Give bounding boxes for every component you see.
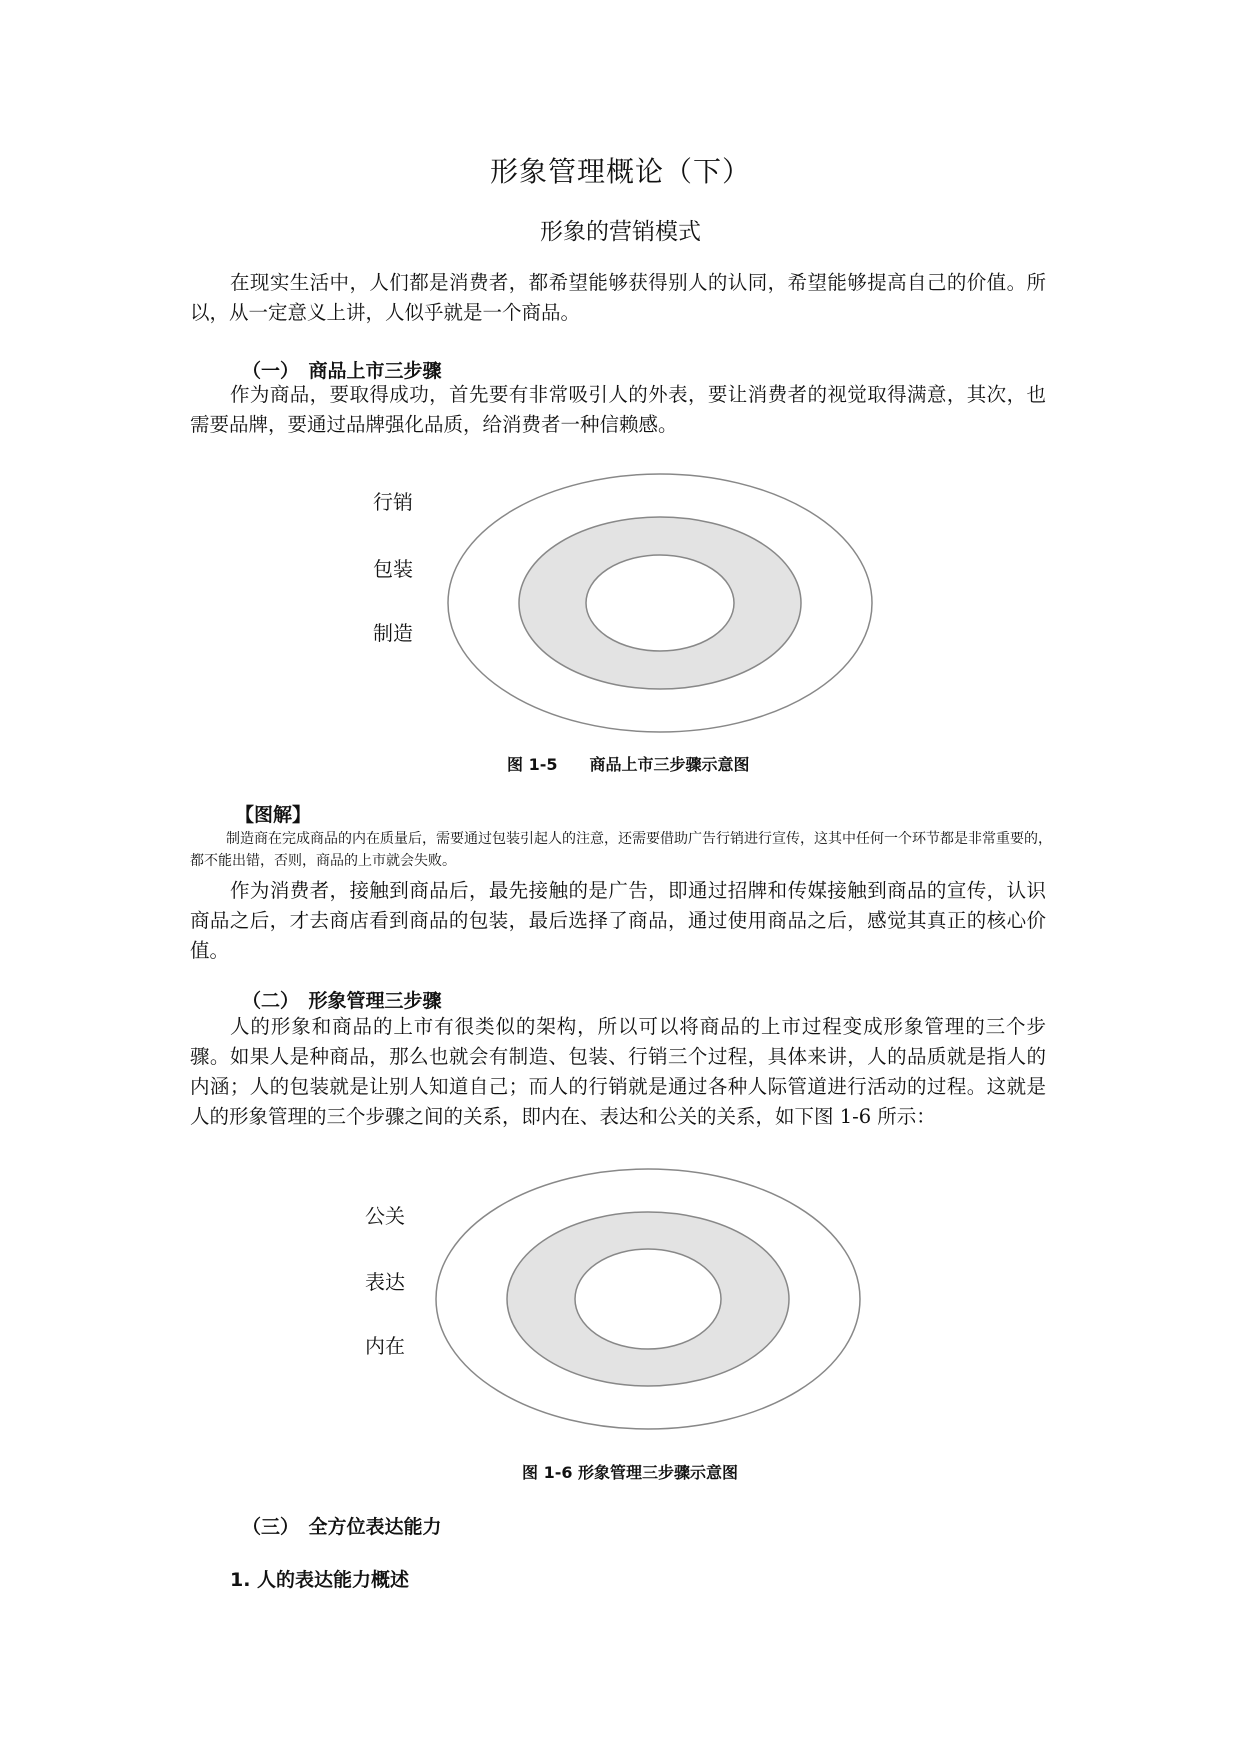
section1-paragraph-2: 作为消费者，接触到商品后，最先接触的是广告，即通过招牌和传媒接触到商品的宣传，认识商品之后，才去商店看到商品的包装，最后选择了商品，通过使用商品之后，感觉其真正的核心价值。 — [190, 879, 1046, 962]
intro-paragraph: 在现实生活中，人们都是消费者，都希望能够获得别人的认同，希望能够提高自己的价值。所以，从一定意义上讲，人似乎就是一个商品。 — [190, 271, 1046, 324]
figure-1-6-label-expression: 表达 — [365, 1270, 405, 1294]
figure-1-5-label-marketing: 行销 — [373, 490, 413, 514]
figure-1-5-caption: 图 1-5 商品上市三步骤示意图 — [507, 755, 750, 774]
figure-1-5-diagram — [440, 468, 880, 738]
page-subtitle: 形象的营销模式 — [540, 219, 701, 245]
page-title: 形象管理概论（下） — [489, 155, 751, 188]
figure-1-6-label-pr: 公关 — [365, 1204, 405, 1228]
inner-ring — [575, 1249, 721, 1349]
inner-ring — [586, 555, 734, 651]
section2-paragraph: 人的形象和商品的上市有很类似的架构，所以可以将商品的上市过程变成形象管理的三个步骤。如果人是种商品，那么也就会有制造、包装、行销三个过程，具体来讲，人的品质就是指人的内涵；人的包装就是让别人知道自己；而人的行销就是通过各种人际管道进行活动的过程。这就是人的形象管理的三个步骤之间的关系，即内在、表达和公关的关系，如下图 1-6 所示： — [190, 1015, 1046, 1128]
note-paragraph: 制造商在完成商品的内在质量后，需要通过包装引起人的注意，还需要借助广告行销进行宣传，这其中任何一个环节都是非常重要的，都不能出错，否则，商品的上市就会失败。 — [190, 831, 1052, 869]
section2-heading: （二） 形象管理三步骤 — [242, 990, 442, 1012]
figure-1-6-diagram — [430, 1163, 870, 1435]
figure-1-6-caption: 图 1-6 形象管理三步骤示意图 — [522, 1463, 739, 1482]
section3-subheading: 1. 人的表达能力概述 — [230, 1569, 410, 1591]
section1-paragraph: 作为商品，要取得成功，首先要有非常吸引人的外表，要让消费者的视觉取得满意，其次，也需要品牌，要通过品牌强化品质，给消费者一种信赖感。 — [190, 383, 1046, 436]
section3-heading: （三） 全方位表达能力 — [242, 1516, 442, 1538]
figure-1-6-label-inner: 内在 — [365, 1334, 405, 1358]
note-heading: 【图解】 — [235, 804, 312, 826]
figure-1-5-label-manufacturing: 制造 — [373, 621, 413, 645]
figure-1-5-label-packaging: 包装 — [373, 557, 413, 581]
section1-heading: （一） 商品上市三步骤 — [242, 360, 442, 382]
